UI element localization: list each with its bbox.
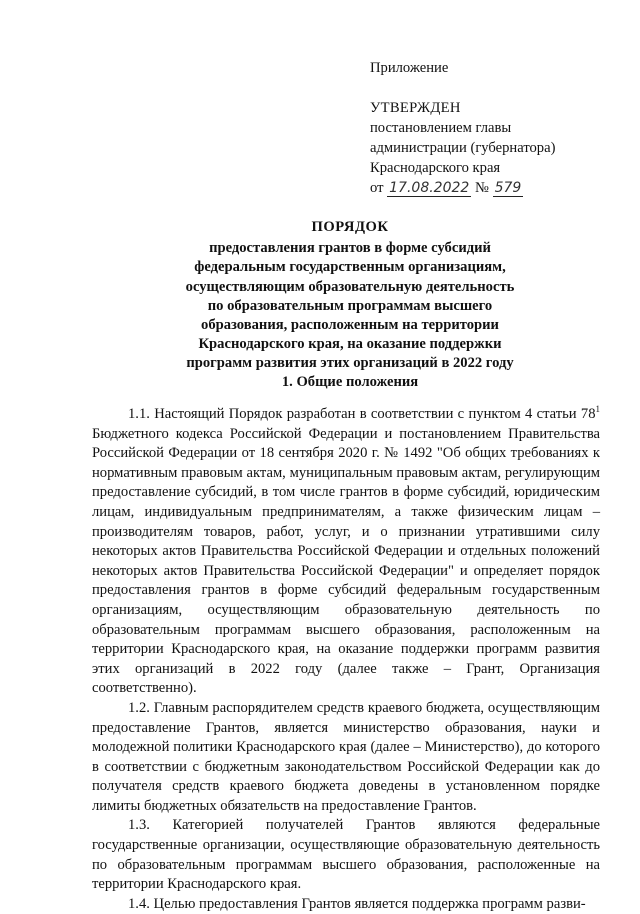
number-prefix: № xyxy=(474,180,489,196)
document-title: ПОРЯДОК xyxy=(311,219,389,235)
section-heading: 1. Общие положения xyxy=(281,374,419,390)
title-line: предоставления грантов в форме субсидий xyxy=(209,240,491,257)
paragraph-1-1 xyxy=(92,405,600,699)
superscript: 1 xyxy=(595,404,600,415)
date-prefix: от xyxy=(370,180,384,196)
title-line: осуществляющим образовательную деятельность xyxy=(185,278,515,295)
paragraph-1-2: 1.2. Главным распорядителем средств краевого бюджета, осуществляющим предоставление Грантов, является министерство образования, науки и молодежной политики Краснодарского края (далее – Министерство), до которого в соответствии с бюджетным законодательством Российской Федерации как до получателя средств краевого бюджета доведены в установленном порядке лимиты бюджетных обязательств на предоставление Грантов. xyxy=(92,699,600,814)
approval-stamp xyxy=(370,58,620,198)
approval-line-3: Краснодарского края xyxy=(370,160,501,176)
handwritten-number: 579 xyxy=(494,180,522,196)
title-line: образования, расположенным на территории xyxy=(201,317,499,334)
approval-date-line xyxy=(370,178,620,198)
approved-label: УТВЕРЖДЕН xyxy=(370,100,461,116)
title-line: программ развития этих организаций в 2022 году xyxy=(186,355,514,372)
appendix-label: Приложение xyxy=(370,60,449,76)
title-line: федеральным государственным организациям, xyxy=(194,259,506,276)
paragraph-1-3: 1.3. Категорией получателей Грантов являются федеральные государственные организации, осуществляющие образовательную деятельность по образовательным программам высшего образования, расположенные на территории Краснодарского края. xyxy=(92,817,600,893)
approval-line-2: администрации (губернатора) xyxy=(370,140,556,156)
title-line: Краснодарского края, на оказание поддержки xyxy=(198,336,502,353)
document-body xyxy=(92,405,600,914)
paragraph-text: Бюджетного кодекса Российской Федерации и постановлением Правительства Российской Федерации от 18 сентября 2020 г. № 1492 "Об общих требованиях к нормативным правовым актам, муниципальным правовым актам, регулирующим предоставление субсидий, в том числе грантов в форме субсидий, юридическим лицам, индивидуальным предпринимателям, а также физическим лицам – производителям товаров, работ, услуг, и о признании утратившими силу некоторых актов Правительства Российской Федерации и отдельных положений некоторых актов Правительства Российской Федерации" и определяет порядок предоставления грантов в форме субсидий федеральным государственным организациям, осуществляющим образовательную деятельность по образовательным программам высшего образования, расположенным на территории Краснодарского края, на оказание поддержки программ развития этих организаций в 2022 году (далее также – Грант, Организация соответственно). xyxy=(92,425,600,697)
handwritten-date: 17.08.2022 xyxy=(389,180,470,196)
approval-line-1: постановлением главы xyxy=(370,120,512,136)
document-title-block xyxy=(100,218,600,374)
paragraph-1-4: 1.4. Целью предоставления Грантов является поддержка программ разви- xyxy=(128,895,586,912)
title-line: по образовательным программам высшего xyxy=(207,297,493,314)
paragraph-text: 1.1. Настоящий Порядок разработан в соответствии с пунктом 4 статьи 78 xyxy=(128,406,596,422)
